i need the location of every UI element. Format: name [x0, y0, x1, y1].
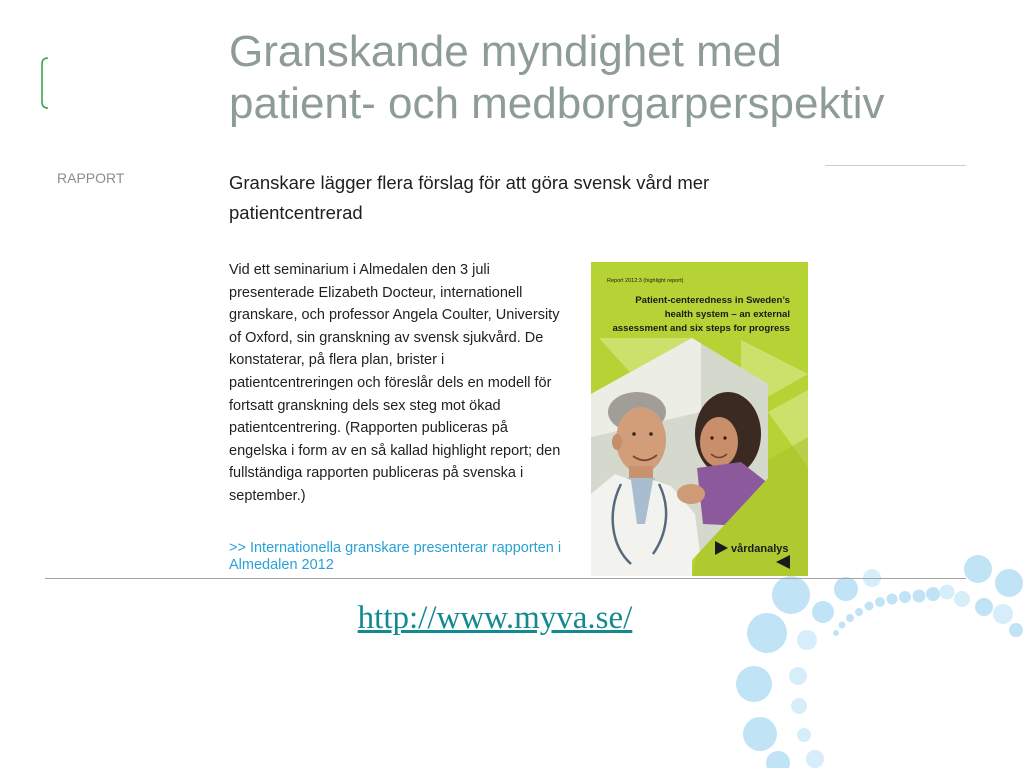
- decor-dot: [887, 594, 898, 605]
- report-cover: [591, 262, 808, 576]
- girl-face: [700, 417, 738, 467]
- green-bracket-decor: [38, 56, 50, 110]
- decor-dot: [797, 728, 811, 742]
- man-ear: [612, 434, 622, 450]
- body-line: of Oxford, sin granskning av svensk sjukvård. De: [229, 329, 544, 346]
- body-line: fullständiga rapporten publiceras på svenska i: [229, 465, 524, 482]
- girl-eye: [710, 436, 713, 439]
- url-container: [295, 599, 695, 637]
- article-body: [229, 259, 560, 508]
- decor-dot: [913, 590, 926, 603]
- body-line: september.): [229, 487, 306, 504]
- decor-dot: [833, 630, 839, 636]
- man-eye: [649, 432, 653, 436]
- cover-series-label: Report 2012:3 (highlight report): [607, 278, 684, 284]
- decor-dot: [789, 667, 807, 685]
- report-link-line: Almedalen 2012: [229, 557, 334, 573]
- decor-dot: [747, 613, 787, 653]
- article-headline: Granskare lägger flera förslag för att göra svensk vård mer patientcentrerad: [229, 172, 710, 223]
- body-line: konstaterar, på flera plan, brister i: [229, 352, 445, 369]
- decor-dot: [875, 597, 885, 607]
- decor-dot: [766, 751, 790, 768]
- cover-title-line: health system – an external: [664, 309, 790, 320]
- decor-dot: [993, 604, 1013, 624]
- decor-dot: [1009, 623, 1023, 637]
- decor-dot: [855, 608, 863, 616]
- website-url-link[interactable]: http://www.myva.se/: [357, 600, 633, 636]
- decor-dot: [806, 750, 824, 768]
- decor-dot: [926, 587, 940, 601]
- body-line: presenterade Elizabeth Docteur, internationell: [229, 284, 523, 301]
- report-presentation-link[interactable]: [229, 540, 561, 574]
- decor-dot: [797, 630, 817, 650]
- slide-title: [229, 26, 884, 130]
- decor-dot: [772, 576, 810, 614]
- decor-dot: [846, 614, 854, 622]
- cover-title-line: assessment and six steps for progress: [612, 323, 790, 334]
- slide-title-line: Granskande myndighet med: [229, 27, 782, 76]
- decor-dot: [791, 698, 807, 714]
- decor-dot: [899, 591, 911, 603]
- body-line: patientcentrering. (Rapporten publiceras på: [229, 420, 508, 437]
- body-line: Vid ett seminarium i Almedalen den 3 juli: [229, 262, 490, 278]
- publisher-logo-text: vårdanalys: [731, 543, 789, 555]
- body-line: fortsatt granskning dels sex steg mot ökad: [229, 397, 501, 414]
- girl-eye: [723, 436, 726, 439]
- decor-dot: [975, 598, 993, 616]
- man-face: [616, 407, 666, 473]
- decor-dot: [834, 577, 858, 601]
- section-label: RAPPORT: [57, 170, 125, 186]
- man-hand: [677, 484, 705, 504]
- decor-dot: [954, 591, 970, 607]
- decor-dot: [964, 555, 992, 583]
- slide-title-line: patient- och medborgarperspektiv: [229, 79, 885, 128]
- bracket-stroke: [42, 58, 48, 108]
- decor-dot: [865, 602, 874, 611]
- decor-dot: [736, 666, 772, 702]
- body-line: granskare, och professor Angela Coulter, University: [229, 307, 560, 324]
- body-line: engelska i form av en så kallad highlight report; den: [229, 442, 561, 459]
- decor-dot: [743, 717, 777, 751]
- bottom-divider: [45, 578, 966, 579]
- top-right-divider: [825, 165, 966, 166]
- cover-title-line: Patient-centeredness in Sweden’s: [635, 295, 790, 306]
- body-line: patientcentreringen och föreslår dels en modell för: [229, 374, 552, 391]
- decor-dot: [940, 585, 955, 600]
- decor-dot: [812, 601, 834, 623]
- decor-dot: [839, 622, 846, 629]
- report-link-line: >> Internationella granskare presenterar rapporten i: [229, 540, 562, 556]
- decor-dot: [995, 569, 1023, 597]
- man-eye: [632, 432, 636, 436]
